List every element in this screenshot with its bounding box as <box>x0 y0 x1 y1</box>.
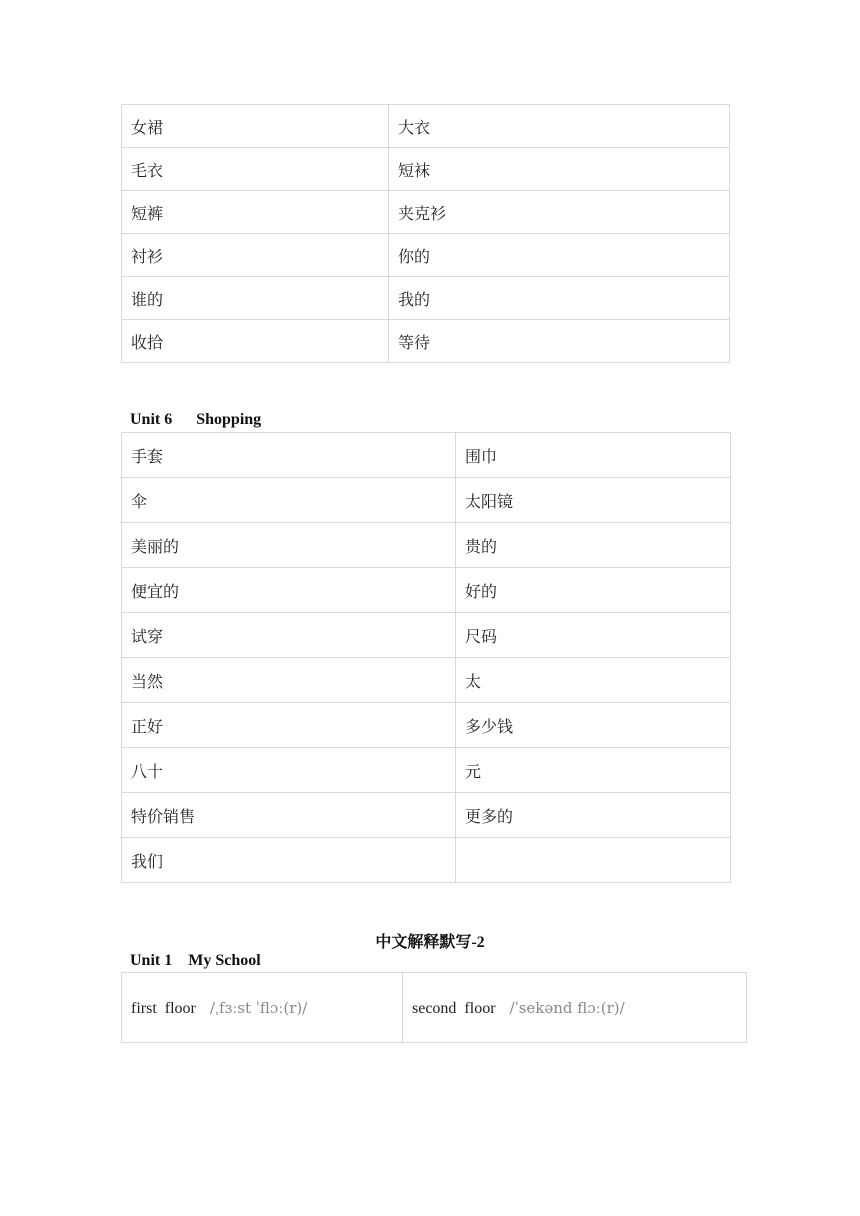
table-row <box>122 148 730 191</box>
table-row <box>122 105 730 148</box>
table-cell: 短袜 <box>389 148 730 191</box>
table-row <box>122 191 730 234</box>
table-row <box>122 793 731 838</box>
table-row <box>122 433 731 478</box>
table-cell: 正好 <box>122 703 456 748</box>
table-cell: 好的 <box>456 568 731 613</box>
table-cell: 毛衣 <box>122 148 389 191</box>
table-cell: 多少钱 <box>456 703 731 748</box>
table-cell: 尺码 <box>456 613 731 658</box>
table-cell: 女裙 <box>122 105 389 148</box>
vocab-table-2 <box>121 432 731 883</box>
table-cell: 更多的 <box>456 793 731 838</box>
table-cell: 你的 <box>389 234 730 277</box>
vocab-word: second floor <box>412 999 496 1017</box>
phonetic-transcription: /ˈsekənd flɔː(r)/ <box>509 998 625 1017</box>
table-cell: 试穿 <box>122 613 456 658</box>
table-row <box>122 973 747 1043</box>
table-cell: 便宜的 <box>122 568 456 613</box>
table-cell: 美丽的 <box>122 523 456 568</box>
table-cell: 贵的 <box>456 523 731 568</box>
table-row <box>122 523 731 568</box>
table-row <box>122 748 731 793</box>
table-row <box>122 277 730 320</box>
table-cell: 等待 <box>389 320 730 363</box>
phonetic-transcription: /ˌfɜːst ˈflɔː(r)/ <box>209 998 308 1017</box>
table-cell: 我们 <box>122 838 456 883</box>
vocab-table-1 <box>121 104 730 363</box>
table-cell <box>456 838 731 883</box>
table-cell: 我的 <box>389 277 730 320</box>
vocab-table-3 <box>121 972 747 1043</box>
table-cell: 夹克衫 <box>389 191 730 234</box>
table-cell: 收拾 <box>122 320 389 363</box>
unit-heading: Unit 6 Shopping <box>130 411 262 428</box>
table-cell: 太阳镜 <box>456 478 731 523</box>
table-row <box>122 320 730 363</box>
table-cell: 当然 <box>122 658 456 703</box>
table-cell <box>403 973 747 1043</box>
table-cell: 围巾 <box>456 433 731 478</box>
table-row <box>122 838 731 883</box>
table-cell: 衬衫 <box>122 234 389 277</box>
table-row <box>122 568 731 613</box>
section-title: 中文解释默写-2 <box>375 934 485 951</box>
table-row <box>122 234 730 277</box>
table-cell: 谁的 <box>122 277 389 320</box>
table-cell: 八十 <box>122 748 456 793</box>
table-row <box>122 478 731 523</box>
table-cell <box>122 973 403 1043</box>
table-cell: 手套 <box>122 433 456 478</box>
unit-heading: Unit 1 My School <box>130 952 261 969</box>
table-cell: 大衣 <box>389 105 730 148</box>
table-row <box>122 658 731 703</box>
table-row <box>122 613 731 658</box>
table-cell: 太 <box>456 658 731 703</box>
table-cell: 短裤 <box>122 191 389 234</box>
table-cell: 元 <box>456 748 731 793</box>
vocab-word: first floor <box>131 999 196 1017</box>
table-row <box>122 703 731 748</box>
table-cell: 伞 <box>122 478 456 523</box>
table-cell: 特价销售 <box>122 793 456 838</box>
